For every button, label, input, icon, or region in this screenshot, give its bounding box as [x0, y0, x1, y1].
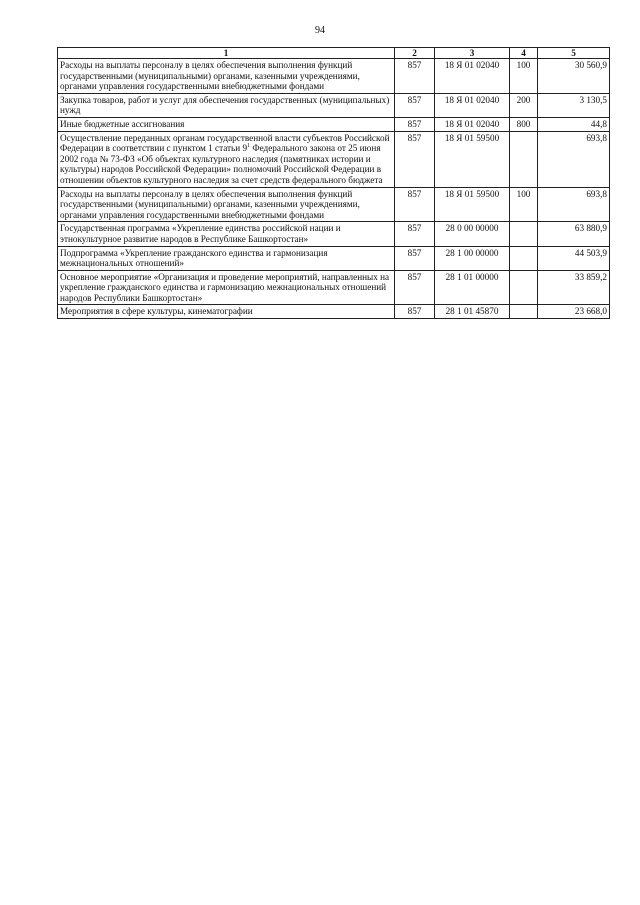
header-col-2: 2 — [395, 48, 435, 59]
row-name-superscript: 1 — [247, 143, 251, 150]
row-ministry-code: 857 — [395, 93, 435, 117]
row-ministry-code: 857 — [395, 117, 435, 131]
row-target-code: 28 1 00 00000 — [435, 246, 510, 270]
row-amount: 33 859,2 — [538, 270, 610, 305]
row-name: Мероприятия в сфере культуры, кинематографии — [58, 305, 395, 319]
table-row — [58, 131, 610, 187]
row-ministry-code: 857 — [395, 131, 435, 187]
row-amount: 23 668,0 — [538, 305, 610, 319]
row-target-code: 28 1 01 00000 — [435, 270, 510, 305]
row-ministry-code: 857 — [395, 305, 435, 319]
row-expense-type: 100 — [510, 187, 538, 222]
row-amount: 63 880,9 — [538, 222, 610, 246]
row-ministry-code: 857 — [395, 187, 435, 222]
header-col-4: 4 — [510, 48, 538, 59]
row-target-code: 28 0 00 00000 — [435, 222, 510, 246]
row-expense-type — [510, 270, 538, 305]
row-target-code: 18 Я 01 02040 — [435, 59, 510, 94]
table-row — [58, 117, 610, 131]
row-name — [58, 131, 395, 187]
table-row — [58, 305, 610, 319]
row-name-part1: Осуществление переданных органам государственной власти субъектов Российской Федерации в соответствии с пунктом 1 статьи 9 — [60, 132, 390, 154]
header-col-1: 1 — [58, 48, 395, 59]
row-ministry-code: 857 — [395, 246, 435, 270]
row-amount: 44,8 — [538, 117, 610, 131]
row-target-code: 18 Я 01 59500 — [435, 131, 510, 187]
table-row — [58, 59, 610, 94]
row-expense-type — [510, 305, 538, 319]
row-ministry-code: 857 — [395, 59, 435, 94]
row-name: Государственная программа «Укрепление единства российской нации и этнокультурное развитие народов в Республике Башкортостан» — [58, 222, 395, 246]
row-name: Основное мероприятие «Организация и проведение мероприятий, направленных на укрепление гражданского единства и гармонизацию межнациональных отношений народов Республики Башкортостан» — [58, 270, 395, 305]
row-expense-type — [510, 131, 538, 187]
page-number: 94 — [315, 25, 325, 36]
row-name: Иные бюджетные ассигнования — [58, 117, 395, 131]
table-row — [58, 246, 610, 270]
row-target-code: 18 Я 01 02040 — [435, 117, 510, 131]
row-ministry-code: 857 — [395, 270, 435, 305]
row-name-part2: Федерального закона от 25 июня 2002 года № 73-ФЗ «Об объектах культурного наследия (памятниках истории и культуры) народов Российской Федерации» полномочий Российской Федерации в отношении объектов культурного наследия за счет средств федерального бюджета — [60, 143, 383, 185]
row-name: Расходы на выплаты персоналу в целях обеспечения выполнения функций государственными (муниципальными) органами, казенными учреждениями, органами управления государственными внебюджетными фондами — [58, 59, 395, 94]
row-name: Закупка товаров, работ и услуг для обеспечения государственных (муниципальных) нужд — [58, 93, 395, 117]
row-amount: 44 503,9 — [538, 246, 610, 270]
table-row — [58, 270, 610, 305]
row-amount: 30 560,9 — [538, 59, 610, 94]
table-row — [58, 222, 610, 246]
row-amount: 693,8 — [538, 131, 610, 187]
row-expense-type: 200 — [510, 93, 538, 117]
row-name: Подпрограмма «Укрепление гражданского единства и гармонизация межнациональных отношений» — [58, 246, 395, 270]
header-col-5: 5 — [538, 48, 610, 59]
row-target-code: 18 Я 01 02040 — [435, 93, 510, 117]
row-target-code: 28 1 01 45870 — [435, 305, 510, 319]
table-row — [58, 93, 610, 117]
row-expense-type — [510, 222, 538, 246]
row-name: Расходы на выплаты персоналу в целях обеспечения выполнения функций государственными (муниципальными) органами, казенными учреждениями, органами управления государственными внебюджетными фондами — [58, 187, 395, 222]
budget-table — [57, 47, 610, 319]
header-col-3: 3 — [435, 48, 510, 59]
table-header-row — [58, 48, 610, 59]
row-amount: 693,8 — [538, 187, 610, 222]
row-target-code: 18 Я 01 59500 — [435, 187, 510, 222]
row-ministry-code: 857 — [395, 222, 435, 246]
row-expense-type — [510, 246, 538, 270]
row-expense-type: 100 — [510, 59, 538, 94]
row-amount: 3 130,5 — [538, 93, 610, 117]
table-row — [58, 187, 610, 222]
row-expense-type: 800 — [510, 117, 538, 131]
